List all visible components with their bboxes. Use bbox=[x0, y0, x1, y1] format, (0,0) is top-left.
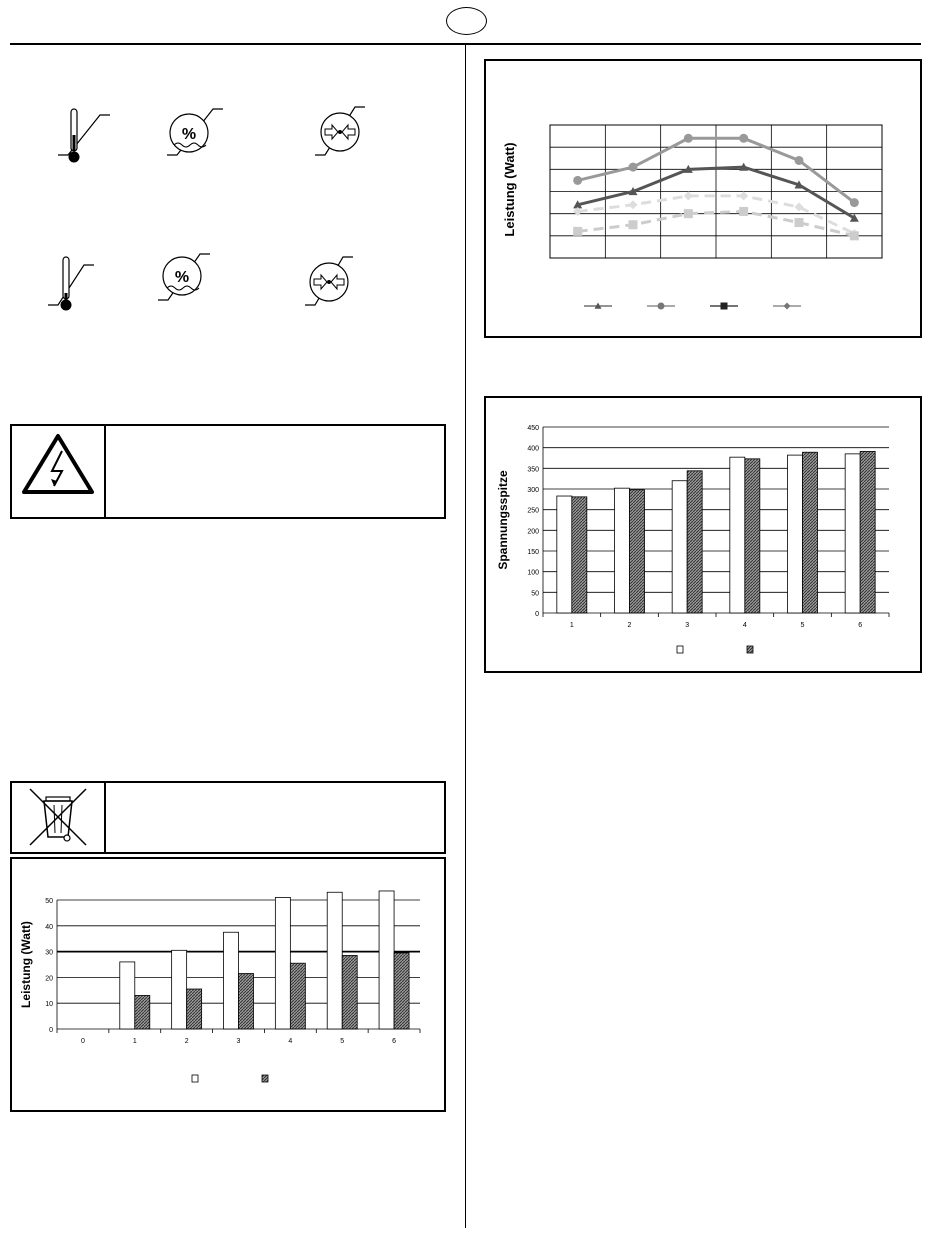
y-tick-label: 350 bbox=[527, 466, 539, 474]
bar-chart-leistung-box bbox=[10, 857, 446, 1112]
warning-icon-cell bbox=[12, 426, 106, 517]
bar-series-1 bbox=[327, 892, 342, 1029]
bar-series-1 bbox=[224, 932, 239, 1029]
column-divider bbox=[465, 45, 466, 1228]
y-tick-label: 40 bbox=[45, 923, 53, 931]
humidity-symbol: % bbox=[181, 126, 197, 143]
x-tick-label: 3 bbox=[685, 622, 690, 629]
bar-series-1 bbox=[120, 962, 135, 1029]
x-tick-label: 3 bbox=[236, 1038, 241, 1045]
legend-marker bbox=[658, 303, 665, 310]
bar-series-1 bbox=[172, 950, 187, 1029]
x-tick-label: 6 bbox=[392, 1038, 397, 1045]
y-tick-label: 30 bbox=[45, 949, 53, 957]
weee-box bbox=[10, 781, 446, 854]
y-axis-label: Leistung (Watt) bbox=[502, 142, 517, 237]
data-point bbox=[739, 134, 748, 143]
data-point bbox=[850, 198, 859, 207]
y-tick-label: 300 bbox=[527, 487, 539, 494]
bar-chart-spannung bbox=[486, 398, 920, 671]
y-tick-label: 0 bbox=[49, 1027, 53, 1034]
y-tick-label: 10 bbox=[45, 1001, 53, 1009]
y-tick-label: 20 bbox=[45, 975, 53, 983]
x-tick-label: 5 bbox=[800, 622, 805, 629]
y-tick-label: 200 bbox=[527, 528, 539, 536]
language-badge bbox=[446, 7, 487, 35]
bar-series-1 bbox=[788, 455, 803, 613]
bar-series-2 bbox=[687, 471, 702, 613]
y-tick-label: 0 bbox=[535, 611, 539, 618]
y-tick-label: 150 bbox=[527, 549, 539, 556]
bar-chart-leistung bbox=[12, 859, 444, 1110]
data-point bbox=[629, 163, 638, 172]
bar-series-1 bbox=[557, 496, 572, 613]
weee-icon-cell bbox=[12, 783, 106, 852]
bar-series-2 bbox=[572, 497, 587, 613]
warning-box bbox=[10, 424, 446, 519]
electric-hazard-icon bbox=[12, 426, 104, 517]
thermometer-icon bbox=[58, 109, 110, 163]
y-axis-label: Leistung (Watt) bbox=[19, 921, 33, 1008]
x-tick-label: 1 bbox=[132, 1038, 137, 1045]
data-point bbox=[629, 220, 638, 229]
bar-series-2 bbox=[290, 963, 305, 1029]
bar-series-2 bbox=[135, 995, 150, 1029]
y-tick-label: 450 bbox=[527, 425, 539, 432]
x-tick-label: 5 bbox=[340, 1038, 345, 1045]
thermometer-icon bbox=[48, 257, 94, 311]
x-tick-label: 6 bbox=[858, 622, 863, 629]
pressure-icon bbox=[315, 107, 365, 155]
x-tick-label: 2 bbox=[627, 622, 632, 629]
legend-marker bbox=[784, 303, 791, 310]
bar-series-2 bbox=[239, 974, 254, 1029]
x-tick-label: 1 bbox=[569, 622, 574, 629]
data-point bbox=[795, 218, 804, 227]
y-tick-label: 50 bbox=[45, 898, 53, 905]
y-tick-label: 100 bbox=[527, 569, 539, 577]
legend-swatch-1 bbox=[677, 646, 683, 653]
bar-series-2 bbox=[630, 490, 645, 613]
bar-series-2 bbox=[860, 451, 875, 613]
x-tick-label: 4 bbox=[288, 1038, 293, 1045]
legend-swatch-1 bbox=[192, 1075, 198, 1082]
crossed-bin-icon bbox=[12, 783, 104, 852]
line-chart-box bbox=[484, 59, 922, 338]
line-chart bbox=[486, 61, 920, 336]
bar-series-2 bbox=[342, 955, 357, 1029]
bar-series-1 bbox=[379, 891, 394, 1029]
data-point bbox=[739, 207, 748, 216]
x-tick-label: 0 bbox=[80, 1038, 85, 1045]
y-axis-label: Spannungsspitze bbox=[496, 470, 510, 570]
legend-swatch-2 bbox=[747, 646, 753, 653]
data-point bbox=[684, 209, 693, 218]
data-point bbox=[684, 134, 693, 143]
pressure-icon bbox=[305, 257, 353, 305]
data-point bbox=[573, 227, 582, 236]
data-point bbox=[850, 231, 859, 240]
bar-series-2 bbox=[394, 953, 409, 1029]
humidity-icon bbox=[167, 109, 223, 155]
storage-symbols bbox=[40, 95, 460, 325]
bar-series-1 bbox=[730, 457, 745, 613]
legend-marker bbox=[721, 303, 728, 310]
data-point bbox=[795, 156, 804, 165]
bar-series-1 bbox=[615, 488, 630, 613]
bar-series-1 bbox=[672, 481, 687, 613]
legend-swatch-2 bbox=[262, 1075, 268, 1082]
y-tick-label: 400 bbox=[527, 445, 539, 453]
bar-series-1 bbox=[845, 454, 860, 613]
bar-series-1 bbox=[275, 897, 290, 1029]
humidity-symbol: % bbox=[174, 269, 190, 286]
bar-chart-spannung-box bbox=[484, 396, 922, 673]
humidity-icon bbox=[158, 254, 210, 300]
data-point bbox=[573, 176, 582, 185]
x-tick-label: 2 bbox=[184, 1038, 189, 1045]
y-tick-label: 50 bbox=[531, 590, 539, 598]
bar-series-2 bbox=[187, 989, 202, 1029]
y-tick-label: 250 bbox=[527, 507, 539, 515]
bar-series-2 bbox=[803, 452, 818, 613]
x-tick-label: 4 bbox=[742, 622, 747, 629]
bar-series-2 bbox=[745, 459, 760, 613]
